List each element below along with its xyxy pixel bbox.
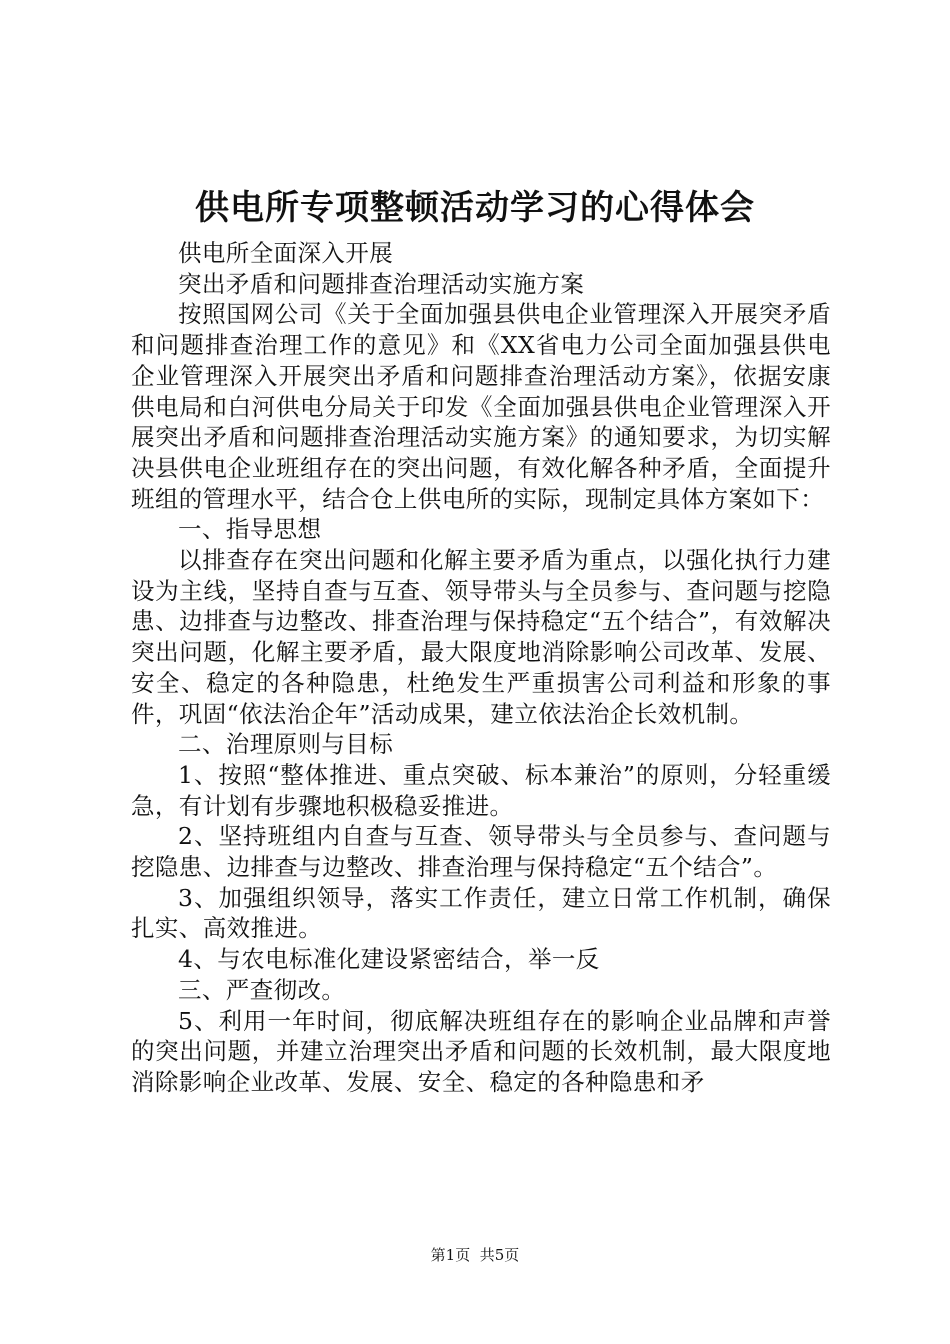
- paragraph: 供电所全面深入开展: [178, 239, 394, 267]
- paragraph: 突出矛盾和问题排查治理活动实施方案: [178, 269, 585, 298]
- list-item: 5、利用一年时间，彻底解决班组存在的影响企业品牌和声誉的突出问题，并建立治理突出矛盾和问题的长效机制，最大限度地消除影响企业改革、发展、安全、稳定的各种隐患和矛: [131, 1006, 831, 1096]
- page-footer: [0, 1244, 950, 1266]
- list-item: 4、与农电标准化建设紧密结合，举一反: [178, 945, 600, 974]
- list-item: 2、坚持班组内自查与互查、领导带头与全员参与、查问题与挖隐患、边排查与边整改、排查治理与保持稳定“五个结合”。: [131, 822, 831, 882]
- list-item: 1、按照“整体推进、重点突破、标本兼治”的原则，分轻重缓急，有计划有步骤地积极稳妥推进。: [131, 760, 831, 820]
- paragraph: 以排查存在突出问题和化解主要矛盾为重点，以强化执行力建设为主线，坚持自查与互查、领导带头与全员参与、查问题与挖隐患、边排查与边整改、排查治理与保持稳定“五个结合”，有效解决突出问题，化解主要矛盾，最大限度地消除影响公司改革、发展、安全、稳定的各种隐患，杜绝发生严重损害公司利益和形象的事件，巩固“依法治企年”活动成果，建立依法治企长效机制。: [131, 546, 831, 728]
- page-number: 第1页: [430, 1246, 471, 1264]
- list-item: 3、加强组织领导，落实工作责任，建立日常工作机制，确保扎实、高效推进。: [131, 883, 831, 943]
- section-heading: 一、指导思想: [178, 515, 322, 544]
- paragraph: 按照国网公司《关于全面加强县供电企业管理深入开展突矛盾和问题排查治理工作的意见》和《XX省电力公司全面加强县供电企业管理深入开展突出矛盾和问题排查治理活动方案》，依据安康供电局和白河供电分局关于印发《全面加强县供电企业管理深入开展突出矛盾和问题排查治理活动实施方案》的通知要求，为切实解决县供电企业班组存在的突出问题，有效化解各种矛盾，全面提升班组的管理水平，结合仓上供电所的实际，现制定具体方案如下：: [131, 300, 831, 513]
- section-heading: 三、严查彻改。: [178, 975, 346, 1004]
- section-heading: 二、治理原则与目标: [178, 730, 394, 759]
- document-body: [131, 238, 831, 1098]
- page-total: 共5页: [479, 1246, 520, 1264]
- document-title: 供电所专项整顿活动学习的心得体会: [195, 188, 755, 228]
